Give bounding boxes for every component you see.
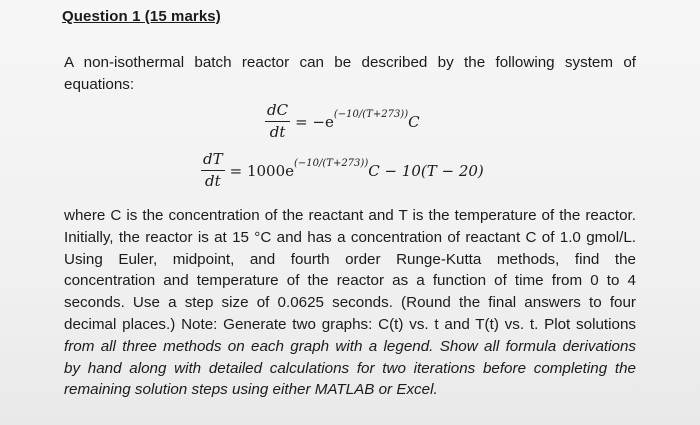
body-line: Initially, the reactor is at 15 °C and has a concentration of reactant C of 1.0 gmol/L. <box>64 228 636 246</box>
rhs-prefix: = 1000e <box>229 161 294 180</box>
body-line: by hand along with detailed calculations for two iterations before completing the <box>64 359 636 377</box>
equation-rhs <box>229 157 484 180</box>
rhs-prefix: = −e <box>295 112 334 131</box>
fraction-numerator: dC <box>267 101 289 119</box>
rhs-exponent: (−10/(T+273)) <box>333 108 409 120</box>
equation-dt-dt <box>201 151 484 190</box>
derivative-fraction <box>201 151 225 190</box>
body-line: seconds. Use a step size of 0.0625 seconds. (Round the final answers to four <box>64 294 636 312</box>
fraction-denominator: dt <box>204 172 221 190</box>
fraction-denominator: dt <box>269 123 286 141</box>
equation-dc-dt <box>265 102 420 141</box>
derivative-fraction <box>265 102 290 141</box>
body-line: decimal places.) Note: Generate two graphs: C(t) vs. t and T(t) vs. t. Plot solutions <box>64 315 636 333</box>
rhs-exponent: (−10/(T+273)) <box>294 157 369 169</box>
body-line: Using Euler, midpoint, and fourth order Runge-Kutta methods, find the <box>64 250 636 268</box>
equation-rhs <box>295 108 420 131</box>
body-line: concentration and temperature of the reactor as a function of time from 0 to 4 <box>64 272 636 290</box>
body-line: from all three methods on each graph with a legend. Show all formula derivations <box>64 337 636 355</box>
rhs-suffix: C − 10(T − 20) <box>368 161 484 180</box>
problem-statement <box>64 205 636 401</box>
rhs-suffix: C <box>408 112 420 131</box>
question-heading: Question 1 (15 marks) <box>62 8 221 25</box>
intro-paragraph: A non-isothermal batch reactor can be described by the following system of equations: <box>64 54 636 93</box>
fraction-numerator: dT <box>203 150 223 168</box>
body-line: where C is the concentration of the reactant and T is the temperature of the reactor. <box>64 207 636 224</box>
body-line: remaining solution steps using either MATLAB or Excel. <box>64 381 438 399</box>
